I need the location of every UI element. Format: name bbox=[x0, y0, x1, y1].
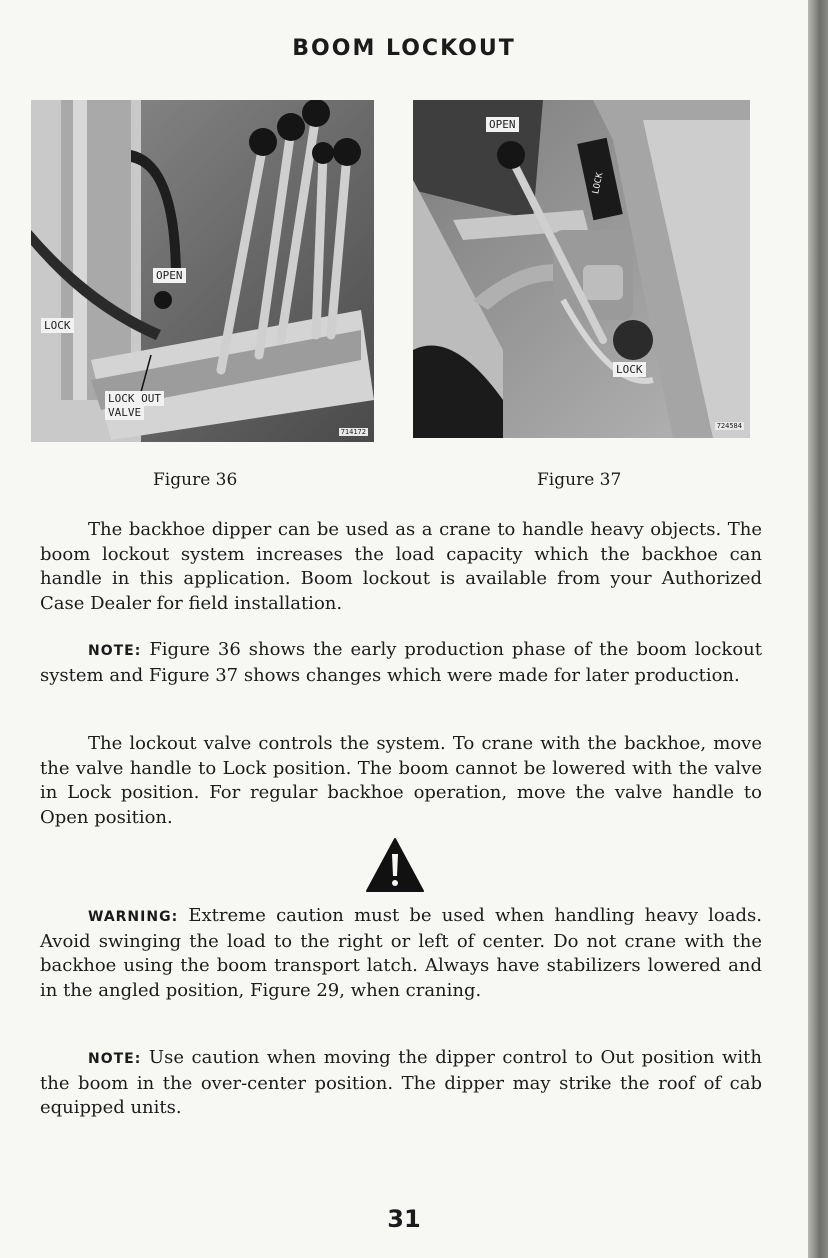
page-number: 31 bbox=[387, 1205, 421, 1233]
fig37-lock-label: LOCK bbox=[613, 362, 646, 377]
warning-paragraph bbox=[40, 904, 762, 1003]
warning-text: Extreme caution must be used when handling heavy loads. Avoid swinging the load to the right or left of center. Do not crane with the backhoe using the boom transport latch. Always have stabilizers lowered and in the angled position, Figure 29, when craning. bbox=[40, 905, 762, 1001]
figure-36-caption: Figure 36 bbox=[153, 470, 238, 490]
note-1-label: NOTE: bbox=[88, 643, 142, 659]
note-1-text: Figure 36 shows the early production phase of the boom lockout system and Figure 37 shows changes which were made for later production. bbox=[40, 639, 762, 686]
fig37-lock-sign: LOCK bbox=[591, 171, 606, 196]
fig36-valve-label-line2: VALVE bbox=[105, 405, 144, 420]
note-2-text: Use caution when moving the dipper control to Out position with the boom in the over-center position. The dipper may strike the roof of cab equipped units. bbox=[40, 1047, 762, 1118]
fig36-valve-label-line1: LOCK OUT bbox=[105, 391, 164, 406]
fig37-open-label: OPEN bbox=[486, 117, 519, 132]
operation-paragraph bbox=[40, 732, 762, 830]
fig36-open-label: OPEN bbox=[153, 268, 186, 283]
page-title: BOOM LOCKOUT bbox=[292, 36, 516, 61]
warning-label: WARNING: bbox=[88, 909, 179, 925]
intro-text: The backhoe dipper can be used as a crane to handle heavy objects. The boom lockout system increases the load capacity which the backhoe can handle in this application. Boom lockout is available from your Authorized Case Dealer for field installation. bbox=[40, 519, 762, 614]
note-2-paragraph bbox=[40, 1046, 762, 1121]
fig36-lock-label: LOCK bbox=[41, 318, 74, 333]
figure-36-photo bbox=[31, 100, 374, 442]
fig37-image-number: 724584 bbox=[716, 422, 742, 430]
note-1-paragraph bbox=[40, 638, 762, 688]
fig36-image-number: 714172 bbox=[340, 428, 366, 436]
intro-paragraph bbox=[40, 518, 762, 616]
operation-text: The lockout valve controls the system. To crane with the backhoe, move the valve handle to Lock position. The boom cannot be lowered with the valve in Lock position. For regular backhoe operation, move the valve handle to Open position. bbox=[40, 733, 762, 828]
note-2-label: NOTE: bbox=[88, 1051, 142, 1067]
figure-37-photo bbox=[413, 100, 750, 438]
figure-37-caption: Figure 37 bbox=[537, 470, 622, 490]
warning-triangle-icon bbox=[366, 838, 424, 892]
page-edge bbox=[808, 0, 828, 1258]
